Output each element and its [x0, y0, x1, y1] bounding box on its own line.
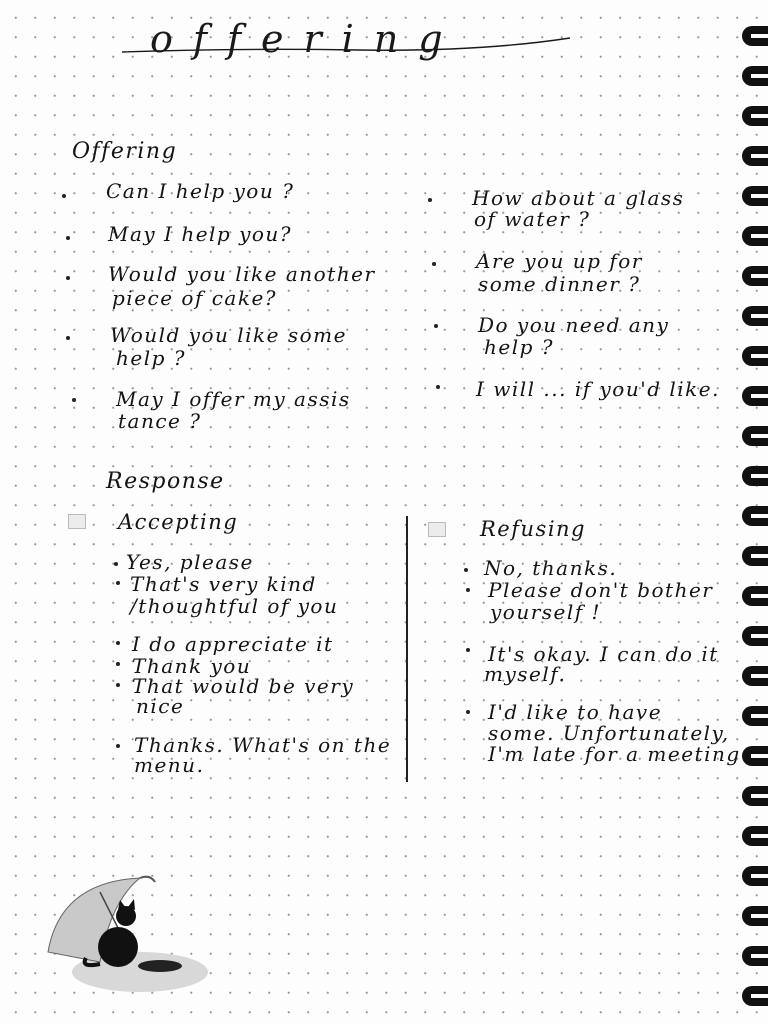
bullet: [466, 648, 470, 652]
response-heading: Response: [106, 469, 225, 494]
refusing-item: I'm late for a meeting: [488, 742, 741, 766]
ring: [742, 626, 768, 646]
bullet: [114, 562, 118, 566]
bullet: [466, 710, 470, 714]
bullet: [66, 236, 70, 240]
ring: [742, 146, 768, 166]
bullet: [66, 336, 70, 340]
accepting-item: menu.: [134, 753, 205, 777]
offering-item: Do you need any: [478, 313, 670, 337]
bullet: [436, 385, 440, 389]
offering-item: I will ... if you'd like.: [476, 377, 720, 401]
bullet: [432, 262, 436, 266]
ring: [742, 906, 768, 926]
bullet: [428, 198, 432, 202]
offering-item: May I offer my assis: [116, 387, 351, 411]
ring: [742, 826, 768, 846]
offering-item: How about a glass: [472, 186, 685, 210]
ring: [742, 266, 768, 286]
refusing-item: I'd like to have: [488, 700, 663, 724]
refusing-item: myself.: [484, 662, 567, 686]
ring: [742, 746, 768, 766]
ring: [742, 986, 768, 1006]
page-title: offering: [150, 17, 463, 61]
ring: [742, 586, 768, 606]
refusing-heading: Refusing: [480, 517, 586, 541]
bullet: [62, 194, 66, 198]
ring: [742, 706, 768, 726]
refusing-item: Please don't bother: [488, 578, 714, 602]
offering-item: tance ?: [118, 409, 202, 433]
accepting-item: That would be very: [132, 674, 355, 698]
ring: [742, 306, 768, 326]
bullet: [116, 683, 120, 687]
accepting-item: /thoughtful of you: [130, 594, 339, 618]
offering-item: some dinner ?: [478, 272, 641, 296]
bullet: [66, 276, 70, 280]
offering-item: Are you up for: [476, 249, 643, 273]
offering-item: Would you like some: [110, 323, 347, 347]
spiral-binding: [738, 0, 768, 1024]
offering-item: piece of cake?: [112, 286, 278, 310]
offering-item: Can I help you ?: [106, 179, 295, 203]
ring: [742, 186, 768, 206]
cat-umbrella-illustration: [40, 872, 215, 1002]
ring: [742, 346, 768, 366]
refusing-item: No, thanks.: [484, 556, 618, 580]
offering-item: May I help you?: [108, 222, 293, 246]
accepting-item: Yes, please: [126, 550, 254, 574]
ring: [742, 426, 768, 446]
bullet: [116, 581, 120, 585]
accepting-item: Thanks. What's on the: [134, 733, 392, 757]
checkbox-accepting[interactable]: [68, 514, 86, 529]
refusing-item: some. Unfortunately,: [488, 721, 730, 745]
ring: [742, 866, 768, 886]
accepting-item: That's very kind: [130, 572, 317, 596]
ring: [742, 226, 768, 246]
bullet: [116, 662, 120, 666]
bullet: [116, 744, 120, 748]
bullet: [464, 568, 468, 572]
ring: [742, 106, 768, 126]
offering-item: of water ?: [474, 207, 591, 231]
offering-item: Would you like another: [108, 262, 376, 286]
bullet: [434, 324, 438, 328]
accepting-item: I do appreciate it: [132, 632, 334, 656]
bullet: [466, 588, 470, 592]
ring: [742, 666, 768, 686]
checkbox-refusing[interactable]: [428, 522, 446, 537]
ring: [742, 66, 768, 86]
offering-heading: Offering: [72, 139, 178, 164]
bullet: [116, 641, 120, 645]
ring: [742, 786, 768, 806]
offering-item: help ?: [116, 346, 186, 370]
accepting-item: Thank you: [132, 654, 252, 678]
accepting-heading: Accepting: [118, 510, 239, 534]
bullet: [72, 398, 76, 402]
ring: [742, 546, 768, 566]
ring: [742, 946, 768, 966]
refusing-item: It's okay. I can do it: [488, 642, 719, 666]
ring: [742, 506, 768, 526]
column-divider: [406, 516, 408, 782]
ring: [742, 386, 768, 406]
refusing-item: yourself !: [490, 600, 602, 624]
ring: [742, 26, 768, 46]
accepting-item: nice: [136, 694, 185, 718]
offering-item: help ?: [484, 335, 554, 359]
ring: [742, 466, 768, 486]
